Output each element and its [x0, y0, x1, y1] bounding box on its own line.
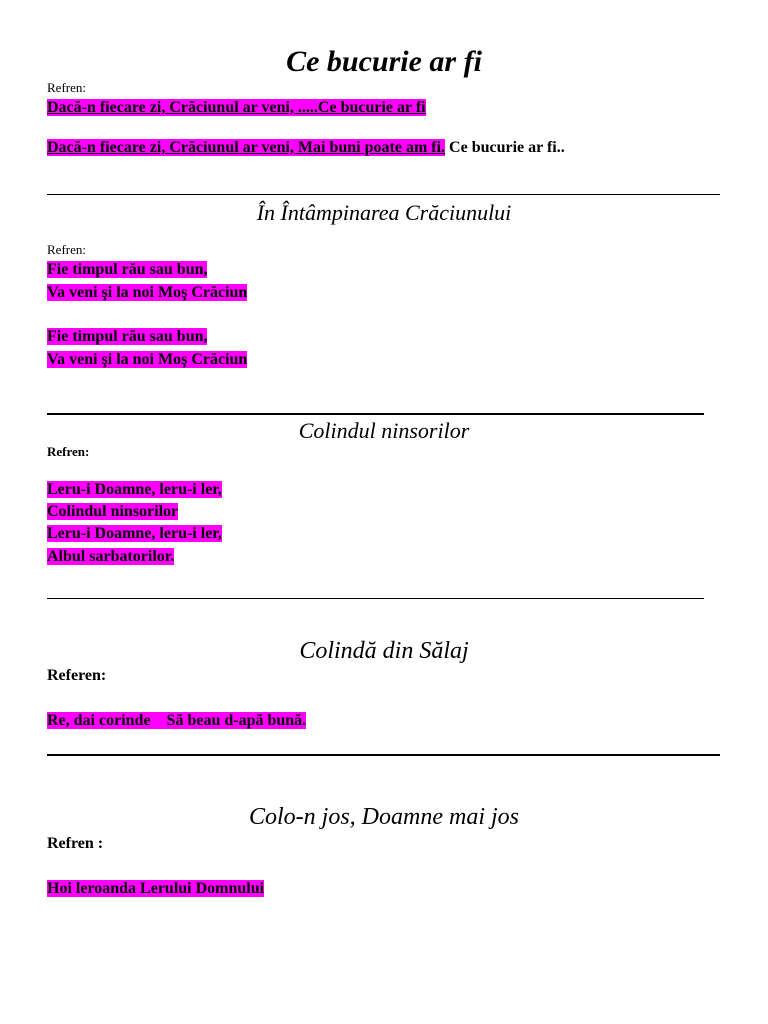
- section-divider: [47, 194, 720, 195]
- refrain-label: Refren :: [47, 835, 104, 852]
- section-divider: [47, 754, 720, 756]
- song-title-ce-bucurie: Ce bucurie ar fi: [286, 45, 482, 78]
- lyric-line: [47, 137, 565, 159]
- highlighted-lyric: Hoi leroanda Lerului Domnului: [47, 880, 265, 897]
- highlighted-lyric: Leru-i Doamne, leru-i ler,: [47, 525, 222, 542]
- lyric-line: [47, 326, 207, 348]
- song-title-colinda-din-salaj: Colindă din Sălaj: [299, 638, 469, 664]
- refrain-label: Refren:: [47, 242, 86, 257]
- lyric-line: [47, 282, 247, 304]
- highlighted-lyric: Va veni şi la noi Moş Crăciun: [47, 351, 248, 368]
- refrain-label: Refren:: [47, 444, 90, 459]
- lyric-line: [47, 479, 222, 501]
- lyric-line: [47, 710, 306, 732]
- lyric-line: [47, 349, 247, 371]
- song-title-colindul-ninsorilor: Colindul ninsorilor: [298, 418, 470, 443]
- highlighted-lyric: Dacă-n fiecare zi, Crăciunul ar veni, .....Ce bucurie ar fi: [47, 99, 426, 116]
- section-divider: [47, 598, 704, 599]
- highlighted-lyric: Leru-i Doamne, leru-i ler,: [47, 481, 222, 498]
- highlighted-lyric: Dacă-n fiecare zi, Crăciunul ar veni, Mai buni poate am fi.: [47, 139, 446, 156]
- refrain-label: Refren:: [47, 80, 86, 95]
- song-title-intampinarea: În Întâmpinarea Crăciunului: [256, 200, 512, 225]
- highlighted-lyric: Re, dai corinde Să beau d-apă bună.: [47, 712, 307, 729]
- song-title-colo-n-jos: Colo-n jos, Doamne mai jos: [249, 804, 519, 830]
- lyric-line: [47, 501, 178, 523]
- highlighted-lyric: Va veni şi la noi Moş Crăciun: [47, 284, 248, 301]
- lyric-text: Ce bucurie ar fi..: [445, 139, 565, 156]
- section-divider: [47, 413, 704, 415]
- lyric-line: [47, 259, 207, 281]
- lyric-line: [47, 546, 174, 568]
- lyric-line: [47, 523, 222, 545]
- refrain-label: Referen:: [47, 667, 107, 684]
- highlighted-lyric: Fie timpul rău sau bun,: [47, 328, 208, 345]
- lyric-line: [47, 97, 426, 119]
- highlighted-lyric: Fie timpul rău sau bun,: [47, 261, 208, 278]
- highlighted-lyric: Albul sarbatorilor.: [47, 548, 175, 565]
- highlighted-lyric: Colindul ninsorilor: [47, 503, 179, 520]
- lyric-line: [47, 878, 264, 900]
